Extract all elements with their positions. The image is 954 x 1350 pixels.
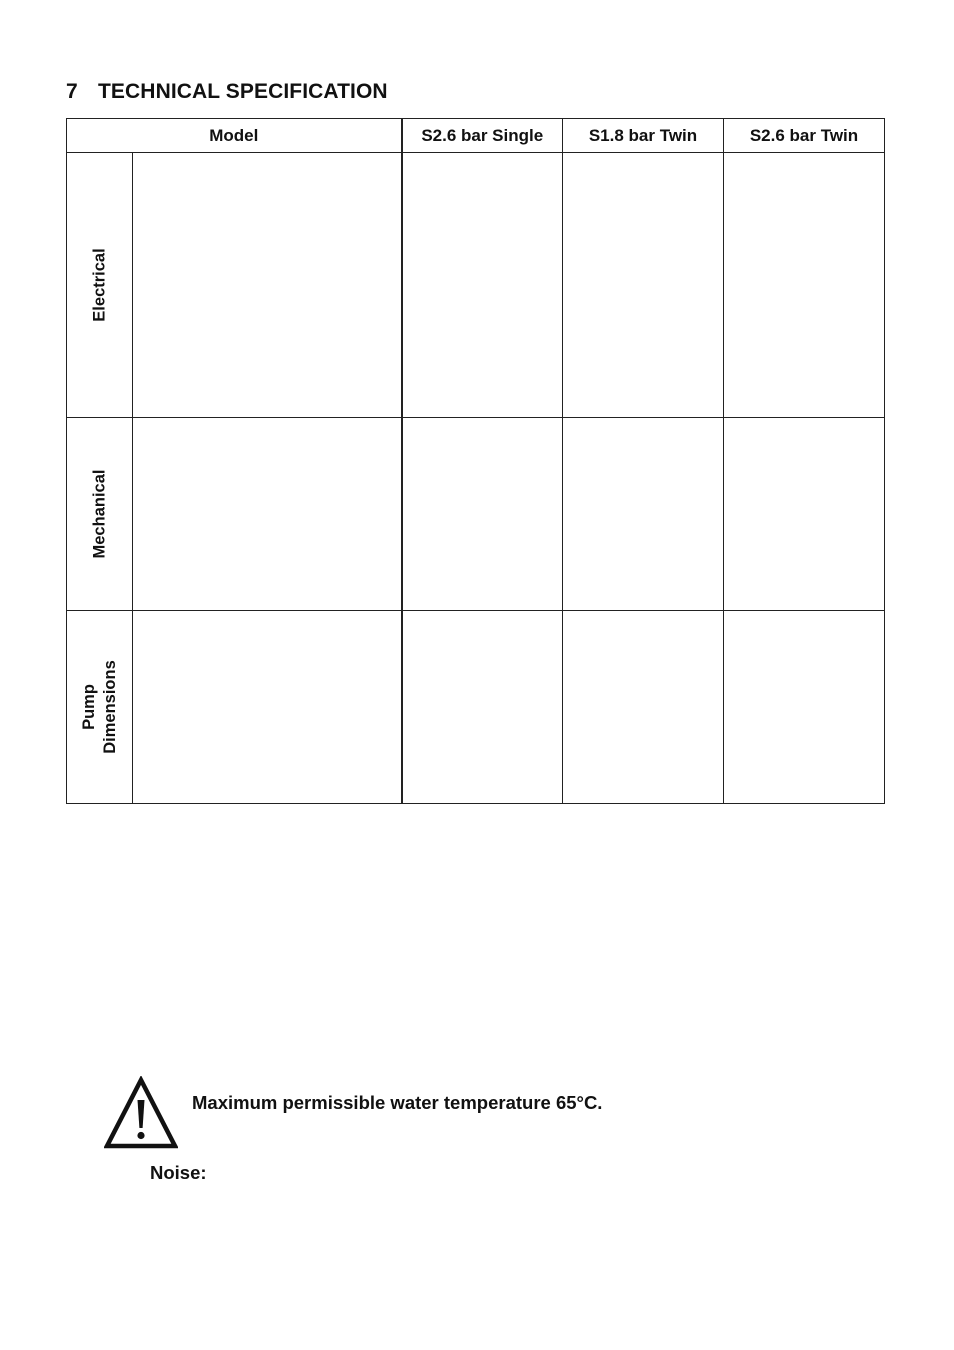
row-pump-dimensions [67, 611, 885, 804]
cell-value [563, 611, 724, 804]
cell-value [402, 611, 563, 804]
category-label [79, 660, 121, 754]
cell-spec-label [133, 611, 402, 804]
cell-value [724, 153, 885, 418]
cell-value [563, 153, 724, 418]
header-model: Model [67, 119, 402, 153]
header-s18-twin: S1.8 bar Twin [563, 119, 724, 153]
cell-value [724, 418, 885, 611]
noise-label: Noise: [150, 1162, 207, 1183]
cell-value [402, 418, 563, 611]
category-label-line: Pump [79, 684, 98, 730]
category-pump-dimensions [67, 611, 133, 804]
row-electrical [67, 153, 885, 418]
header-s26-single: S2.6 bar Single [402, 119, 563, 153]
row-mechanical [67, 418, 885, 611]
cell-spec-label [133, 418, 402, 611]
section-title: TECHNICAL SPECIFICATION [98, 80, 388, 103]
cell-value [563, 418, 724, 611]
warning-text: Maximum permissible water temperature 65°C. [192, 1092, 603, 1113]
spec-table [66, 118, 885, 804]
category-label-line: Dimensions [100, 660, 119, 754]
category-label: Mechanical [90, 469, 108, 559]
section-heading [66, 80, 388, 104]
header-row [67, 119, 885, 153]
category-label: Electrical [90, 248, 108, 322]
section-number: 7 [66, 80, 78, 103]
category-electrical [67, 153, 133, 418]
cell-spec-label [133, 153, 402, 418]
warning-triangle-icon [104, 1076, 178, 1150]
header-s26-twin: S2.6 bar Twin [724, 119, 885, 153]
cell-value [724, 611, 885, 804]
cell-value [402, 153, 563, 418]
category-mechanical [67, 418, 133, 611]
